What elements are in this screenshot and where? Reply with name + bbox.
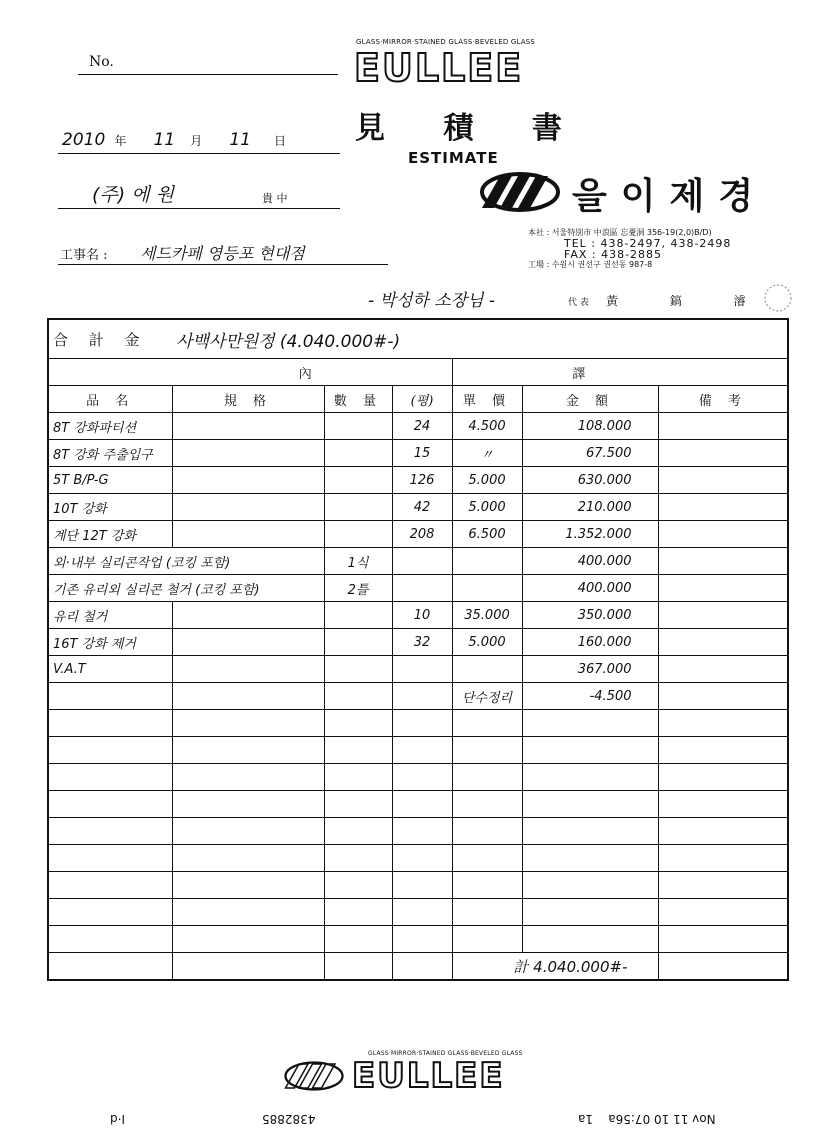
cell-py: 32 <box>392 629 452 656</box>
col-header-note: 備 考 <box>658 386 788 413</box>
empty-cell <box>48 818 172 845</box>
fax-strip-left: I·d <box>110 1112 125 1126</box>
cell-amount: 367.000 <box>522 656 658 683</box>
cell-note <box>658 467 788 494</box>
cell-item: 10T 강화 <box>48 494 172 521</box>
date-day-unit: 日 <box>274 134 287 148</box>
date-month: 11 <box>153 130 176 150</box>
empty-cell <box>392 845 452 872</box>
table-row <box>48 575 788 602</box>
line-items <box>48 413 788 710</box>
empty-cell <box>522 737 658 764</box>
cell-spec <box>172 629 324 656</box>
empty-cell <box>324 926 392 953</box>
cell-amount: 400.000 <box>522 575 658 602</box>
col-header-qty: 數 量 <box>324 386 392 413</box>
factory-text: 수원시 권선구 권선동 987-8 <box>551 260 653 269</box>
col-header-spec: 規 格 <box>172 386 324 413</box>
cell-item: 8T 강화파티션 <box>48 413 172 440</box>
column-header-row <box>48 386 788 413</box>
grand-total-blank-3 <box>324 953 392 981</box>
cell-item <box>48 683 172 710</box>
address-block <box>528 228 798 270</box>
cell-qty <box>324 683 392 710</box>
date-line <box>62 130 286 150</box>
cell-unit <box>452 656 522 683</box>
cell-item: 8T 강화 주출입구 <box>48 440 172 467</box>
cell-unit: 5.000 <box>452 494 522 521</box>
cell-qty <box>324 467 392 494</box>
top-tagline: GLASS·MIRROR·STAINED GLASS·BEVELED GLASS <box>356 38 536 46</box>
empty-cell <box>324 710 392 737</box>
cell-amount: 67.500 <box>522 440 658 467</box>
empty-row <box>48 737 788 764</box>
cell-note <box>658 656 788 683</box>
cell-py: 24 <box>392 413 452 440</box>
col-header-py: (평) <box>392 386 452 413</box>
empty-row <box>48 899 788 926</box>
empty-cell <box>324 872 392 899</box>
empty-cell <box>324 737 392 764</box>
empty-cell <box>392 764 452 791</box>
empty-cell <box>172 737 324 764</box>
cell-note <box>658 548 788 575</box>
cell-spec <box>172 413 324 440</box>
empty-cell <box>324 791 392 818</box>
empty-cell <box>48 926 172 953</box>
cell-py <box>392 683 452 710</box>
empty-cell <box>658 899 788 926</box>
empty-cell <box>452 791 522 818</box>
footer-logo: EULLEE <box>352 1056 505 1096</box>
empty-cell <box>392 899 452 926</box>
date-day: 11 <box>229 130 251 150</box>
cell-py <box>392 656 452 683</box>
empty-cell <box>452 710 522 737</box>
empty-cell <box>658 791 788 818</box>
empty-row <box>48 926 788 953</box>
cell-spec <box>172 521 324 548</box>
empty-cell <box>48 710 172 737</box>
empty-row <box>48 845 788 872</box>
table-row <box>48 413 788 440</box>
empty-row <box>48 791 788 818</box>
cell-note <box>658 683 788 710</box>
empty-cell <box>172 872 324 899</box>
cell-note <box>658 494 788 521</box>
grand-total-blank-4 <box>392 953 452 981</box>
address-label: 本社 : <box>528 228 550 237</box>
footer-emblem <box>282 1058 346 1098</box>
company-emblem <box>478 168 562 220</box>
empty-cell <box>658 818 788 845</box>
col-header-amount: 金 額 <box>522 386 658 413</box>
empty-cell <box>452 818 522 845</box>
table-row <box>48 602 788 629</box>
table-row <box>48 683 788 710</box>
table-row <box>48 494 788 521</box>
address-text: 서울特別市 中浪區 忘憂洞 356-19(2,0)B/D) <box>551 228 712 237</box>
total-row <box>48 319 788 359</box>
footer-tagline: GLASS·MIRROR·STAINED GLASS·BEVELED GLASS <box>368 1050 523 1057</box>
cell-note <box>658 413 788 440</box>
table-row <box>48 467 788 494</box>
cell-amount: 400.000 <box>522 548 658 575</box>
cell-qty <box>324 413 392 440</box>
date-month-unit: 月 <box>190 134 203 148</box>
cell-item: 외·내부 실리콘작업 (코킹 포함) <box>48 548 324 575</box>
col-header-unit-price: 單 價 <box>452 386 522 413</box>
cell-amount: 1.352.000 <box>522 521 658 548</box>
empty-cell <box>522 872 658 899</box>
empty-cell <box>392 818 452 845</box>
cell-unit: 5.000 <box>452 629 522 656</box>
empty-cell <box>48 872 172 899</box>
total-value: 사백사만원정 (4.040.000#-) <box>172 319 788 359</box>
cell-py: 126 <box>392 467 452 494</box>
total-label: 合 計 金 <box>48 319 172 359</box>
empty-cell <box>452 926 522 953</box>
footer-emblem-icon <box>282 1058 346 1094</box>
empty-cell <box>324 764 392 791</box>
cell-unit: 6.500 <box>452 521 522 548</box>
cell-item: V.A.T <box>48 656 172 683</box>
fax-strip-middle: 4382885 <box>262 1112 316 1126</box>
cell-spec <box>172 602 324 629</box>
grand-total-row <box>48 953 788 981</box>
cell-spec <box>172 683 324 710</box>
section-label-left: 內 <box>48 359 452 386</box>
cell-qty <box>324 521 392 548</box>
empty-cell <box>522 791 658 818</box>
cell-unit <box>452 548 522 575</box>
empty-cell <box>48 791 172 818</box>
empty-cell <box>522 818 658 845</box>
cell-qty: 2틀 <box>324 575 392 602</box>
empty-cell <box>48 899 172 926</box>
cell-py: 208 <box>392 521 452 548</box>
cell-py: 10 <box>392 602 452 629</box>
cell-unit: 4.500 <box>452 413 522 440</box>
cell-item: 유리 철거 <box>48 602 172 629</box>
empty-cell <box>658 845 788 872</box>
cell-qty: 1식 <box>324 548 392 575</box>
cell-amount: -4.500 <box>522 683 658 710</box>
empty-cell <box>658 764 788 791</box>
cell-note <box>658 521 788 548</box>
empty-cell <box>172 899 324 926</box>
table-row <box>48 548 788 575</box>
cell-spec <box>172 656 324 683</box>
cell-py: 15 <box>392 440 452 467</box>
empty-cell <box>452 737 522 764</box>
empty-cell <box>392 872 452 899</box>
grand-total-blank-2 <box>172 953 324 981</box>
empty-cell <box>452 845 522 872</box>
cell-amount: 630.000 <box>522 467 658 494</box>
table-row <box>48 629 788 656</box>
cell-py: 42 <box>392 494 452 521</box>
tel-line: TEL : 438-2497, 438-2498 <box>564 237 732 250</box>
empty-row <box>48 710 788 737</box>
empty-cell <box>522 764 658 791</box>
empty-rows <box>48 710 788 953</box>
empty-row <box>48 818 788 845</box>
empty-cell <box>172 710 324 737</box>
empty-row <box>48 764 788 791</box>
empty-cell <box>452 764 522 791</box>
cell-qty <box>324 656 392 683</box>
cell-qty <box>324 629 392 656</box>
cell-unit: 〃 <box>452 440 522 467</box>
empty-cell <box>452 899 522 926</box>
cell-amount: 350.000 <box>522 602 658 629</box>
cell-py <box>392 575 452 602</box>
table-row <box>48 656 788 683</box>
doc-title: 見 積 書 <box>355 111 586 146</box>
empty-cell <box>452 872 522 899</box>
empty-cell <box>392 926 452 953</box>
cell-unit: 단수정리 <box>452 683 522 710</box>
empty-cell <box>172 926 324 953</box>
recipient-suffix: 貴 中 <box>262 192 288 205</box>
empty-cell <box>522 926 658 953</box>
cell-amount: 210.000 <box>522 494 658 521</box>
handwritten-note: - 박성하 소장님 - <box>368 291 496 311</box>
empty-cell <box>172 791 324 818</box>
empty-cell <box>392 710 452 737</box>
representative-label: 代 表 <box>568 298 589 308</box>
factory-line <box>528 260 798 270</box>
cell-item: 기존 유리외 실리콘 철거 (코킹 포함) <box>48 575 324 602</box>
representative-name: 黃 鎬 濬 <box>606 294 770 308</box>
recipient-name: (주) 에 원 <box>92 184 174 206</box>
empty-cell <box>48 845 172 872</box>
doc-subtitle: ESTIMATE <box>408 149 499 167</box>
empty-cell <box>392 791 452 818</box>
empty-cell <box>172 845 324 872</box>
empty-cell <box>522 899 658 926</box>
cell-qty <box>324 602 392 629</box>
cell-note <box>658 602 788 629</box>
empty-cell <box>324 845 392 872</box>
cell-unit <box>452 575 522 602</box>
empty-cell <box>172 818 324 845</box>
doc-number-label: No. <box>89 54 114 70</box>
empty-cell <box>522 845 658 872</box>
cell-amount: 108.000 <box>522 413 658 440</box>
date-underline <box>58 153 340 154</box>
cell-spec <box>172 440 324 467</box>
cell-note <box>658 629 788 656</box>
empty-cell <box>324 818 392 845</box>
date-year: 2010 <box>62 130 106 150</box>
empty-cell <box>522 710 658 737</box>
empty-cell <box>658 710 788 737</box>
empty-cell <box>48 737 172 764</box>
doc-number-line <box>78 74 338 75</box>
cell-note <box>658 575 788 602</box>
cell-note <box>658 440 788 467</box>
empty-cell <box>48 764 172 791</box>
fax-line: FAX : 438-2885 <box>564 248 663 261</box>
section-row <box>48 359 788 386</box>
project-label: 工事名 : <box>60 248 108 263</box>
empty-cell <box>172 764 324 791</box>
grand-total-blank-1 <box>48 953 172 981</box>
grand-total-blank-5 <box>658 953 788 981</box>
empty-cell <box>658 872 788 899</box>
table-row <box>48 521 788 548</box>
cell-item: 5T B/P-G <box>48 467 172 494</box>
cell-py <box>392 548 452 575</box>
estimate-table <box>47 318 789 981</box>
cell-unit: 35.000 <box>452 602 522 629</box>
empty-row <box>48 872 788 899</box>
seal-stamp-icon <box>762 282 794 314</box>
recipient-underline <box>58 208 340 209</box>
cell-spec <box>172 467 324 494</box>
project-name: 세드카페 영등포 현대점 <box>140 244 305 263</box>
empty-cell <box>324 899 392 926</box>
cell-item: 16T 강화 제거 <box>48 629 172 656</box>
empty-cell <box>392 737 452 764</box>
date-year-unit: 年 <box>114 134 127 148</box>
empty-cell <box>658 926 788 953</box>
table-row <box>48 440 788 467</box>
company-logo: EULLEE <box>354 46 524 90</box>
company-emblem-icon <box>478 168 562 216</box>
col-header-item: 品 名 <box>48 386 172 413</box>
cell-qty <box>324 494 392 521</box>
empty-cell <box>658 737 788 764</box>
fax-strip-right: Nov 11 10 07:56a 1a <box>578 1112 716 1126</box>
grand-total-value: 計 4.040.000#- <box>452 953 658 981</box>
cell-spec <box>172 494 324 521</box>
company-name: 을이제경 <box>572 176 768 217</box>
cell-unit: 5.000 <box>452 467 522 494</box>
factory-label: 工場 : <box>528 260 550 269</box>
cell-amount: 160.000 <box>522 629 658 656</box>
section-label-right: 譯 <box>452 359 788 386</box>
project-underline <box>58 264 388 265</box>
cell-qty <box>324 440 392 467</box>
seal-stamp <box>762 282 794 318</box>
cell-item: 계단 12T 강화 <box>48 521 172 548</box>
